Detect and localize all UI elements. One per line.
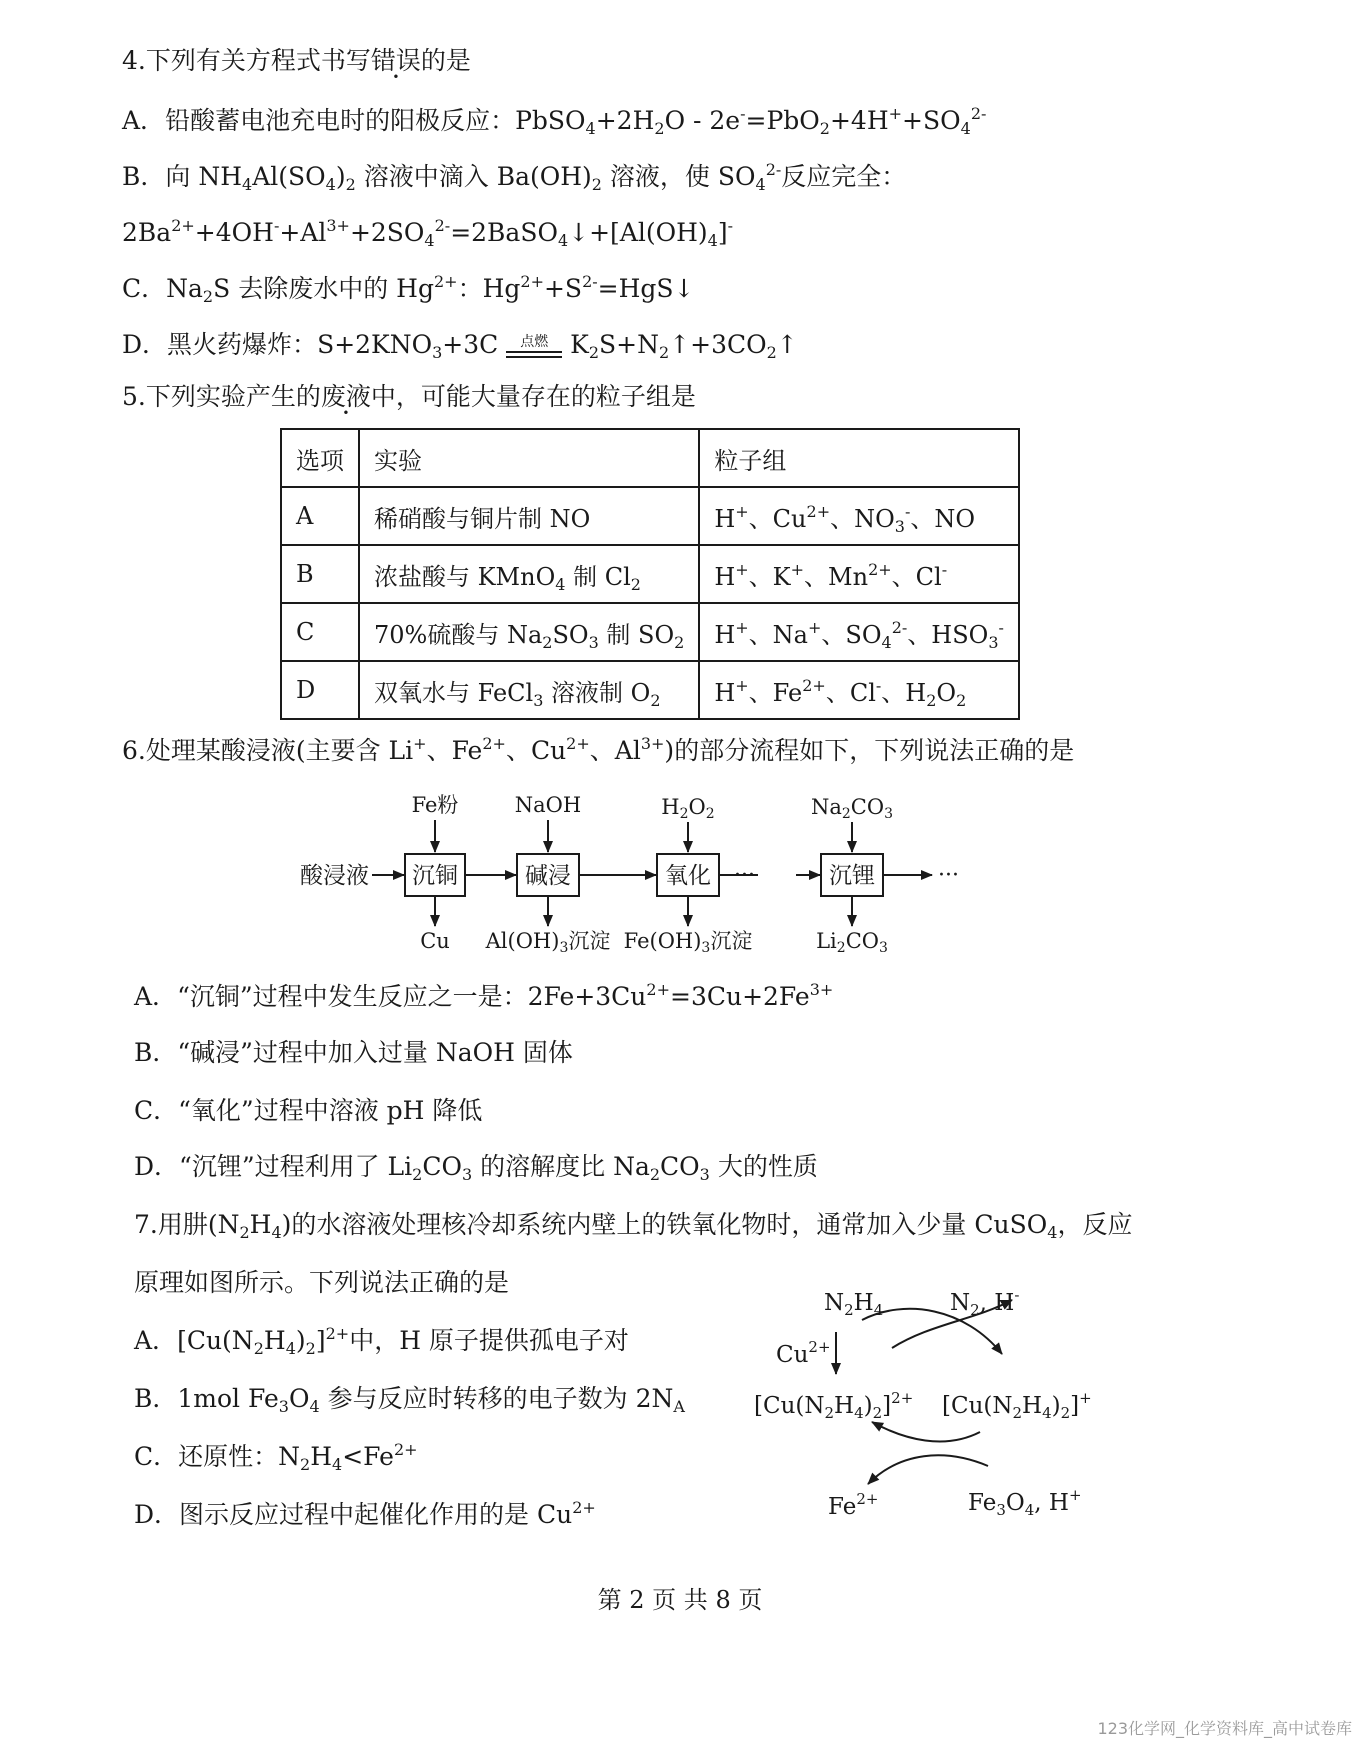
table-cell-particles: H+、Na+、$SO_4^{2-}$、$HSO_3^-$ bbox=[699, 603, 1019, 661]
q4-option-d: D．黑火药爆炸：$S+2KNO_3+3C$ 点燃 $K_2S+N_2↑+3CO_2↑$ bbox=[122, 330, 798, 362]
table-row bbox=[281, 545, 1019, 603]
flow-output: Cu bbox=[420, 929, 450, 953]
q4-option-c: C．$Na_2S$ 去除废水中的 $Hg^{2+}$：$Hg^{2+}+S^{2-}=HgS↓$ bbox=[122, 272, 695, 306]
flow-input: Na2CO3 bbox=[810, 795, 894, 822]
flow-step: 碱浸 bbox=[525, 863, 571, 889]
label-n2-h: $N_2$, H- bbox=[950, 1286, 1020, 1319]
table-cell-experiment: 70%硫酸与 $Na_2SO_3$ 制 $SO_2$ bbox=[359, 603, 699, 661]
q7-option-b: B．1mol $Fe_3O_4$ 参与反应时转移的电子数为 $2N_A$ bbox=[134, 1384, 685, 1416]
table-cell-particles: H+、K+、$Mn^{2+}$、Cl- bbox=[699, 545, 1019, 603]
reaction-condition: 点燃 bbox=[506, 335, 562, 358]
q5-table bbox=[280, 428, 1020, 720]
table-header-cell: 粒子组 bbox=[699, 429, 1019, 487]
flow-step: 沉锂 bbox=[829, 863, 875, 889]
watermark: 123化学网_化学资料库_高中试卷库 bbox=[1097, 1719, 1352, 1738]
flow-output: Al(OH)3沉淀 bbox=[485, 929, 611, 956]
q7-option-c: C．还原性：$N_2H_4<Fe^{2+}$ bbox=[134, 1440, 418, 1474]
q4-stem: 4.下列有关方程式书写错误的是 bbox=[122, 44, 471, 78]
flow-input: Fe粉 bbox=[411, 793, 459, 817]
q7-cycle-diagram bbox=[740, 1270, 1100, 1530]
label-cu2: $Cu^{2+}$ bbox=[776, 1338, 831, 1368]
flow-step: 氧化 bbox=[665, 863, 711, 889]
flow-input: NaOH bbox=[514, 793, 582, 817]
table-cell-experiment: 双氧水与 FeCl$_3$ 溶液制 $O_2$ bbox=[359, 661, 699, 719]
table-row bbox=[281, 487, 1019, 545]
flow-start: 酸浸液 bbox=[300, 863, 369, 889]
q5-stem: 5.下列实验产生的废液中，可能大量存在的粒子组是 bbox=[122, 380, 696, 414]
table-cell-particles: H+、$Fe^{2+}$、Cl-、$H_2O_2$ bbox=[699, 661, 1019, 719]
q4-option-b: B．向 $NH_4Al(SO_4)_2$ 溶液中滴入 $Ba(OH)_2$ 溶液，使 $SO_4^{2-}$反应完全： bbox=[122, 160, 907, 194]
label-complex-plus: $[Cu(N_2H_4)_2]^+$ bbox=[942, 1389, 1092, 1422]
table-cell-option: C bbox=[281, 603, 359, 661]
flow-output: Li2CO3 bbox=[816, 929, 888, 956]
q5-emphasis: 废液 bbox=[320, 382, 371, 411]
q6-option-b: B．“碱浸”过程中加入过量 NaOH 固体 bbox=[134, 1038, 573, 1067]
table-header-cell: 实验 bbox=[359, 429, 699, 487]
q7-option-d: D．图示反应过程中起催化作用的是 $Cu^{2+}$ bbox=[134, 1498, 596, 1529]
table-cell-experiment: 浓盐酸与 KMnO$_4$ 制 $Cl_2$ bbox=[359, 545, 699, 603]
page-footer: 第 2 页 共 8 页 bbox=[597, 1586, 763, 1614]
flow-step: 沉铜 bbox=[412, 863, 458, 889]
flow-output: Fe(OH)3沉淀 bbox=[623, 929, 753, 956]
q4-option-b-equation: $2Ba^{2+}+4OH^-+Al^{3+}+2SO_4^{2-}=2BaSO_4↓+[Al(OH)_4]^-$ bbox=[122, 216, 734, 250]
label-n2h4: $N_2H_4$ bbox=[824, 1290, 884, 1319]
table-header-cell: 选项 bbox=[281, 429, 359, 487]
q7-option-a: A．$[Cu(N_2H_4)_2]^{2+}$中，H 原子提供孤电子对 bbox=[134, 1324, 629, 1358]
q4-option-a: A．铅酸蓄电池充电时的阳极反应：$PbSO_4+2H_2O - 2e^-=PbO_2+4H^++SO_4^{2-}$ bbox=[122, 104, 987, 138]
q6-stem: 6.处理某酸浸液(主要含 Li+、$Fe^{2+}$、$Cu^{2+}$、$Al^{3+}$)的部分流程如下，下列说法正确的是 bbox=[122, 734, 1075, 765]
label-complex-2plus: $[Cu(N_2H_4)_2]^{2+}$ bbox=[754, 1389, 914, 1422]
table-cell-particles: H+、$Cu^{2+}$、$NO_3^-$、NO bbox=[699, 487, 1019, 545]
table-cell-option: A bbox=[281, 487, 359, 545]
table-cell-experiment: 稀硝酸与铜片制 NO bbox=[359, 487, 699, 545]
q6-flow-diagram bbox=[0, 780, 1360, 960]
flow-ellipsis: ··· bbox=[734, 863, 755, 888]
table-cell-option: B bbox=[281, 545, 359, 603]
table-header-row bbox=[281, 429, 1019, 487]
table-cell-option: D bbox=[281, 661, 359, 719]
label-fe3o4-h: $Fe_3O_4$, H+ bbox=[968, 1486, 1082, 1519]
label-fe2: $Fe^{2+}$ bbox=[828, 1490, 879, 1520]
flow-input: H2O2 bbox=[661, 795, 715, 822]
q6-option-a: A．“沉铜”过程中发生反应之一是：$2Fe+3Cu^{2+}=3Cu+2Fe^{3+}$ bbox=[134, 980, 834, 1011]
flow-ellipsis: ··· bbox=[938, 863, 959, 888]
q4-emphasis: 错误 bbox=[370, 46, 421, 75]
q6-option-c: C．“氧化”过程中溶液 pH 降低 bbox=[134, 1096, 483, 1125]
q7-stem: 7.用肼$(N_2H_4)$的水溶液处理核冷却系统内壁上的铁氧化物时，通常加入少量 CuSO$_4$，反应 bbox=[134, 1210, 1133, 1242]
table-row bbox=[281, 603, 1019, 661]
table-row bbox=[281, 661, 1019, 719]
q6-option-d: D．“沉锂”过程利用了 $Li_2CO_3$ 的溶解度比 $Na_2CO_3$ 大的性质 bbox=[134, 1152, 818, 1184]
q7-stem-line2: 原理如图所示。下列说法正确的是 bbox=[134, 1268, 510, 1297]
